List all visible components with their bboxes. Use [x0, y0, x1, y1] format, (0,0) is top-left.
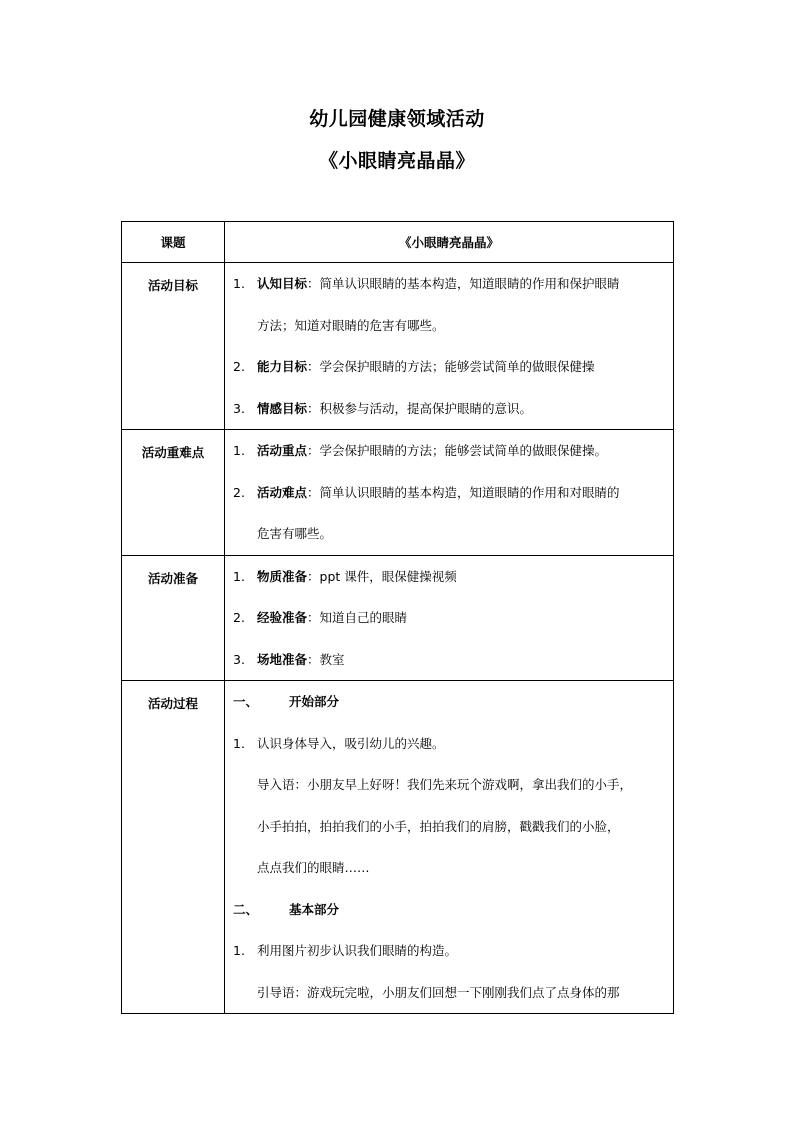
value-topic: 《小眼睛亮晶晶》 — [225, 222, 674, 263]
section-heading-basic: 二、 基本部分 — [233, 901, 340, 917]
table-row-goals — [122, 263, 674, 430]
key-point-item-2-cont: 危害有哪些。 — [257, 526, 333, 541]
intro-paragraph-line: 导入语：小朋友早上好呀！我们先来玩个游戏啊，拿出我们的小手， — [257, 777, 633, 792]
label-topic: 课题 — [122, 222, 225, 263]
goal-item-3: 3. 情感目标：积极参与活动，提高保护眼睛的意识。 — [233, 400, 533, 416]
goal-item-1: 1. 认知目标：简单认识眼睛的基本构造，知道眼睛的作用和保护眼睛 — [233, 276, 620, 291]
table-row-process — [122, 681, 674, 1014]
key-points-content — [225, 430, 674, 556]
goals-content — [225, 263, 674, 430]
label-goals: 活动目标 — [122, 263, 225, 430]
table-row-topic — [122, 222, 674, 263]
preparation-content — [225, 555, 674, 681]
lesson-plan-table — [121, 221, 674, 1014]
section-heading-start: 一、 开始部分 — [233, 694, 340, 709]
prep-item-2: 2. 经验准备：知道自己的眼睛 — [233, 610, 408, 625]
label-preparation: 活动准备 — [122, 555, 225, 681]
intro-paragraph-line: 点点我们的眼睛…… — [257, 860, 370, 875]
table-row-preparation — [122, 555, 674, 681]
process-content — [225, 681, 674, 1014]
goal-item-2: 2. 能力目标：学会保护眼睛的方法；能够尝试简单的做眼保健操 — [233, 359, 595, 374]
process-item-2: 1. 利用图片初步认识我们眼睛的构造。 — [233, 943, 458, 958]
document-title: 幼儿园健康领域活动 — [309, 108, 485, 130]
label-key-points: 活动重难点 — [122, 430, 225, 556]
key-point-item-1: 1. 活动重点：学会保护眼睛的方法；能够尝试简单的做眼保健操。 — [233, 443, 608, 458]
guide-paragraph-line: 引导语：游戏玩完啦，小朋友们回想一下刚刚我们点了点身体的那 — [257, 984, 620, 1000]
key-point-item-2: 2. 活动难点：简单认识眼睛的基本构造，知道眼睛的作用和对眼睛的 — [233, 484, 620, 500]
document-subtitle: 《小眼睛亮晶晶》 — [318, 150, 475, 172]
goal-item-1-cont: 方法；知道对眼睛的危害有哪些。 — [257, 317, 445, 333]
label-process: 活动过程 — [122, 681, 225, 1014]
process-item-1: 1. 认识身体导入，吸引幼儿的兴趣。 — [233, 735, 445, 751]
intro-paragraph-line: 小手拍拍，拍拍我们的小手，拍拍我们的肩膀，戳戳我们的小脸， — [257, 818, 620, 834]
prep-item-3: 3. 场地准备：教室 — [233, 651, 345, 667]
prep-item-1: 1. 物质准备：ppt 课件，眼保健操视频 — [233, 568, 457, 584]
table-row-key-points — [122, 430, 674, 556]
